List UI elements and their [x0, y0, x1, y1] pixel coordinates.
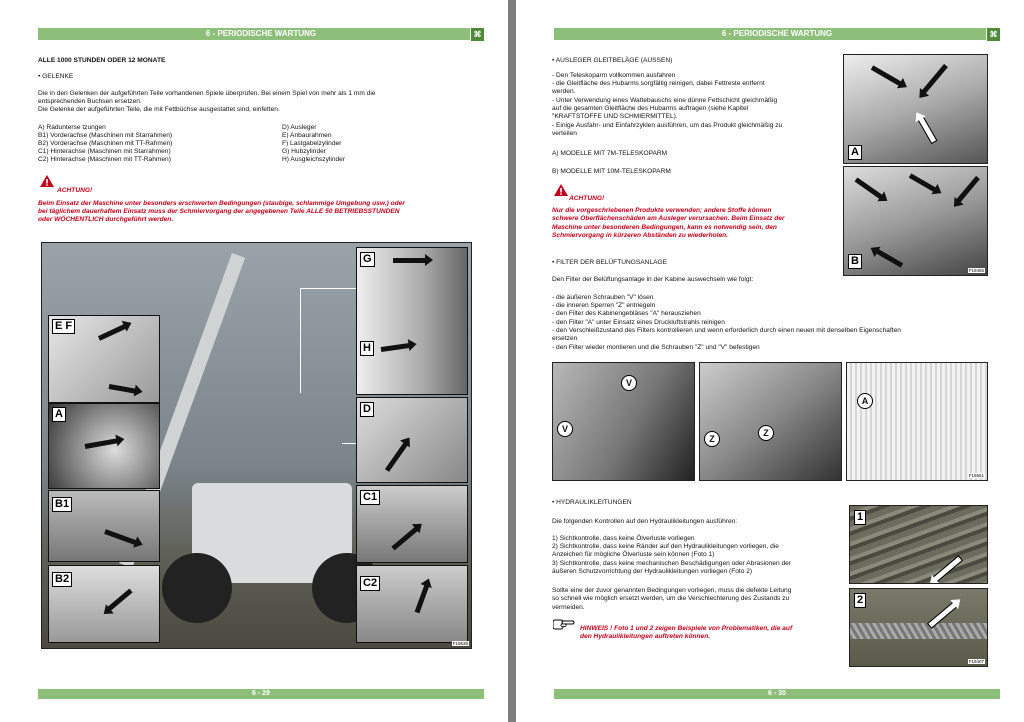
- warning-icon: [554, 184, 568, 196]
- warning-line: schwere Oberflächenschäden am Ausleger verursachen. Beim Einsatz der: [552, 215, 785, 222]
- connector-line: [300, 288, 301, 393]
- part-item: E) Anbaurahmen: [282, 132, 332, 139]
- warning-title: ACHTUNG!: [569, 195, 605, 202]
- ausleger-item: auf die gesamten Gleitfläche des Hubarms auftragen (siehe Kapitel: [552, 105, 749, 112]
- header-title: 6 - PERIODISCHE WARTUNG: [205, 29, 317, 38]
- part-item: B2) Vorderachse (Maschinen mit TT-Rahmen): [38, 140, 173, 147]
- filter-photo-a: [846, 362, 988, 481]
- label-1: 1: [854, 510, 866, 525]
- filter-step: - den Filter des Kabinengebläses "A" herausziehen: [552, 310, 701, 317]
- label-b1: B1: [52, 497, 72, 512]
- arrow-icon: [391, 526, 419, 550]
- warning-line: Beim Einsatz der Maschine unter besonders erschwerten Bedingungen (staubige, schlammige Umgebung usw.) oder: [38, 200, 405, 207]
- hint-line: HINWEIS ! Foto 1 und 2 zeigen Beispiele von Problematiken, die auf: [580, 625, 793, 632]
- hydraulik-check: Anzeichen für mögliche Ölverluste sein können (Foto 1): [552, 551, 715, 558]
- hydraulik-check: 3) Sichtkontrolle, dass keine mechanischen Beschädigungen oder Abrasionen der: [552, 560, 791, 567]
- warning-line: Nur die vorgeschriebenen Produkte verwenden; andere Stoffe können: [552, 207, 772, 214]
- ausleger-item: - Den Teleskoparm vollkommen ausfahren: [552, 72, 676, 79]
- hydraulik-intro: Die folgenden Kontrollen auf den Hydraulikleitungen ausführen:: [552, 518, 738, 525]
- part-item: D) Ausleger: [282, 124, 317, 131]
- ausleger-item: verteilen: [552, 130, 577, 137]
- arrow-icon: [956, 176, 980, 204]
- arrow-icon: [932, 557, 961, 583]
- part-item: H) Ausgleichszylinder: [282, 156, 346, 163]
- part-item: A) Radunterse tzungen: [38, 124, 106, 131]
- page-footer: 6 - 30: [554, 689, 1000, 699]
- part-item: C2) Hinterachse (Maschinen mit TT-Rahmen): [38, 156, 171, 163]
- arrow-icon: [109, 384, 137, 394]
- telehandler-photo: [41, 242, 472, 649]
- section-title-gelenke: • GELENKE: [38, 73, 74, 80]
- part-item: B1) Vorderachse (Maschinen mit Starrahmen): [38, 132, 173, 139]
- label-z: Z: [758, 425, 774, 441]
- warning-title: ACHTUNG!: [57, 187, 93, 194]
- inset-c2: [356, 565, 468, 643]
- ausleger-item: "KRAFTSTOFFE UND SCHMIERMITTEL).: [552, 113, 678, 120]
- label-a: A: [52, 407, 66, 422]
- label-v: V: [621, 375, 637, 391]
- label-d: D: [360, 402, 374, 417]
- filter-intro: Den Filter der Belüftungsanlage in der Kabine auswechseln wie folgt:: [552, 276, 754, 283]
- ausleger-item: - Einige Ausfahr- und Einfahrzyklen ausführen, um das Produkt gleichmäßig zu: [552, 122, 783, 129]
- arrow-icon: [871, 65, 903, 86]
- connector-line: [342, 443, 357, 444]
- photo-code: F19407: [968, 659, 984, 664]
- label-g: G: [360, 252, 375, 267]
- hydraulik-outro: so schnell wie möglich ersetzt werden, um die Verschlechterung des Zustands zu: [552, 595, 790, 602]
- photo-code: F19455: [968, 268, 984, 273]
- ausleger-item: werden.: [552, 88, 576, 95]
- section-title-ausleger: • AUSLEGER GLEITBELÄGE (AUSSEN): [552, 57, 673, 64]
- hydraulik-outro: Sollte eine der zuvor genannten Bedingungen vorliegen, muss die defekte Leitung: [552, 587, 792, 594]
- warning-line: Maschine unter besonderen Bedingungen, kann es notwendig sein, den: [552, 224, 777, 231]
- arrow-icon: [85, 438, 119, 449]
- arrow-icon: [855, 177, 884, 199]
- intro-line: Die in den Gelenken der aufgeführten Teile vorhandenen Spiele überprüfen. Bei einem Spiel von mehr als 1 mm die: [38, 90, 376, 97]
- inset-d: [356, 397, 468, 483]
- label-b2: B2: [52, 572, 72, 587]
- warning-line: bei täglichem dauerhaftem Einsatz muss der Schmiervorgang der angegebenen Teile ALLE 50 BETRIEBSSTUNDEN: [38, 208, 400, 215]
- filter-step: - den Filter wieder montieren und die Schrauben "Z" und "V" befestigen: [552, 344, 760, 351]
- label-a: A: [857, 393, 873, 409]
- section-title-filter: • FILTER DER BELÜFTUNGSANLAGE: [552, 259, 668, 266]
- hose-shape: [850, 623, 987, 639]
- warning-line: Schmiervorgang in kürzeren Abständen zu wiederholen.: [552, 232, 728, 239]
- arrow-icon: [98, 324, 127, 341]
- label-a: A: [848, 145, 862, 160]
- boom-photo-b: [843, 166, 988, 276]
- hose-photo-1: [849, 505, 988, 584]
- section-title-hydraulik: • HYDRAULIKLEITUNGEN: [552, 499, 632, 506]
- inset-b1: [48, 490, 160, 562]
- ausleger-item: - die Gleitfläche des Hubarms sorgfältig reinigen, dabei Fettreste entfernt: [552, 80, 765, 87]
- part-item: G) Hubzylinder: [282, 148, 326, 155]
- filter-step: ersetzen: [552, 335, 578, 342]
- label-v: V: [557, 421, 573, 437]
- hint-line: den Hydraulikleitungen auftreten können.: [580, 633, 711, 640]
- arrow-icon: [385, 441, 409, 472]
- inset-c1: [356, 485, 468, 563]
- label-2: 2: [854, 593, 866, 608]
- intro-line: entsprechenden Buchsen ersetzen.: [38, 98, 142, 105]
- photo-code: F19538: [452, 641, 468, 646]
- arrow-icon: [909, 173, 937, 192]
- hydraulik-outro: vermeiden.: [552, 604, 585, 611]
- arrow-icon: [381, 343, 411, 352]
- warning-line: oder WÖCHENTLICH durchgeführt werden.: [38, 216, 174, 223]
- label-b: B: [848, 254, 862, 269]
- intro-line: Die Gelenke der aufgeführten Teile, die mit Fettbüchse ausgestattet sind, einfetten.: [38, 106, 280, 113]
- arrow-icon: [393, 258, 427, 263]
- filter-step: - die äußeren Schrauben "V" lösen: [552, 294, 654, 301]
- connector-line: [300, 288, 358, 289]
- interval-heading: ALLE 1000 STUNDEN ODER 12 MONATE: [38, 57, 166, 64]
- label-c1: C1: [360, 490, 380, 505]
- arrow-icon: [104, 529, 138, 545]
- pointing-hand-icon: [553, 618, 575, 630]
- part-item: C1) Hinterachse (Maschinen mit Starrahmen): [38, 148, 171, 155]
- label-h: H: [360, 341, 374, 356]
- model-a-label: A) MODELLE MIT 7M-TELESKOPARM: [552, 150, 668, 157]
- model-b-label: B) MODELLE MIT 10M-TELESKOPARM: [552, 168, 671, 175]
- arrow-icon: [918, 116, 936, 143]
- label-c2: C2: [360, 576, 380, 591]
- filter-step: - die inneren Sperren "Z" entriegeln: [552, 302, 656, 309]
- page-footer: 6 - 29: [38, 689, 484, 699]
- page-header: [38, 28, 484, 40]
- filter-photo-v: [552, 362, 695, 481]
- hose-photo-2: [849, 588, 988, 667]
- hydraulik-check: 1) Sichtkontrolle, dass keine Ölverluste vorliegen: [552, 535, 695, 542]
- page-header: [554, 28, 1000, 40]
- manual-logo-icon: ⌘: [470, 27, 485, 42]
- part-item: F) Lastgabelzylinder: [282, 140, 342, 147]
- ausleger-item: - Unter Verwendung eines Wattebauschs eine dünne Fettschicht gleichmäßig: [552, 97, 778, 104]
- wheel-shape: [162, 553, 232, 623]
- inset-ef: [48, 315, 160, 403]
- manual-logo-icon: ⌘: [986, 27, 1001, 42]
- inset-gh: [356, 247, 468, 395]
- header-title: 6 - PERIODISCHE WARTUNG: [721, 29, 833, 38]
- label-ef: E F: [52, 319, 75, 334]
- photo-code: F19551: [968, 473, 984, 478]
- inset-b2: [48, 565, 160, 643]
- hydraulik-check: äußeren Schutzvorrichtung der Hydraulikleitungen vorliegen (Foto 2): [552, 568, 753, 575]
- arrow-icon: [921, 64, 948, 95]
- warning-icon: [40, 175, 54, 187]
- hydraulik-check: 2) Sichtkontrolle, dass keine Ränder auf den Hydraulikleitungen vorliegen, die: [552, 543, 779, 550]
- arrow-icon: [415, 583, 430, 613]
- filter-step: - den Filter "A" unter Einsatz eines Druckluftstrahls reinigen: [552, 319, 725, 326]
- arrow-icon: [875, 248, 903, 267]
- manual-page-left: [0, 0, 508, 722]
- filter-step: - den Verschleißzustand des Filters kontrollieren und wenn erforderlich durch einen neuen mit denselben Eigenschaften: [552, 327, 901, 334]
- arrow-icon: [106, 589, 132, 612]
- boom-photo-a: [843, 54, 988, 164]
- filter-photo-z: [699, 362, 842, 481]
- label-z: Z: [704, 431, 720, 447]
- manual-page-right: [516, 0, 1024, 722]
- inset-a: [48, 403, 160, 489]
